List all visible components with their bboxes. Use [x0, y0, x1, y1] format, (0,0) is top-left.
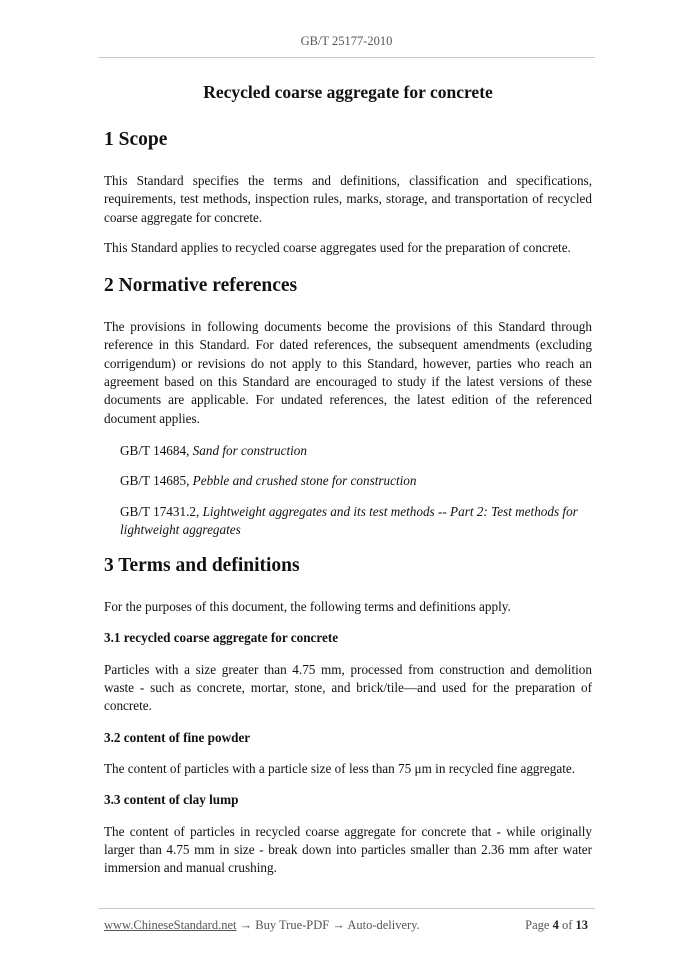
footer-links	[104, 918, 420, 933]
reference-code: GB/T 14685,	[120, 473, 193, 489]
arrow-right-icon: →	[239, 918, 253, 932]
term-definition: Particles with a size greater than 4.75 mm, processed from construction and demolition waste - such as concrete, mortar, stone, and brick/tile—and used for the preparation of concrete.	[104, 661, 592, 714]
footer-divider	[98, 908, 595, 909]
reference-title: Sand for construction	[192, 442, 307, 458]
scope-paragraph-2: This Standard applies to recycled coarse aggregates used for the preparation of concrete.	[104, 239, 571, 255]
auto-delivery-text: Auto-delivery.	[347, 918, 420, 932]
reference-title: Lightweight aggregates and its test methods -- Part 2: Test methods for lightweight aggregates	[120, 503, 578, 537]
reference-item	[120, 442, 592, 460]
reference-title: Pebble and crushed stone for construction	[192, 473, 417, 489]
page-number	[525, 918, 588, 933]
term-heading: 3.2 content of fine powder	[104, 729, 251, 745]
page-header-doc-code: GB/T 25177-2010	[300, 34, 393, 48]
terms-intro: For the purposes of this document, the following terms and definitions apply.	[104, 599, 511, 615]
reference-item	[120, 503, 592, 540]
section-heading-terms-definitions: 3 Terms and definitions	[104, 555, 300, 577]
page-total: 13	[575, 918, 588, 932]
scope-paragraph-1: This Standard specifies the terms and definitions, classification and specifications, requirements, test methods, inspection rules, marks, storage, and transportation of recycled coarse aggregate for concrete.	[104, 173, 592, 225]
term-heading: 3.3 content of clay lump	[104, 792, 239, 808]
reference-code: GB/T 17431.2,	[120, 503, 203, 519]
term-definition: The content of particles in recycled coarse aggregate for concrete that - while originally larger than 4.75 mm in size - break down into particles smaller than 2.36 mm after water immersion and manual crushing.	[104, 823, 592, 876]
header-divider	[98, 57, 595, 58]
page-current: 4	[552, 918, 559, 932]
arrow-right-icon: →	[332, 918, 345, 932]
term-definition: The content of particles with a particle size of less than 75 μm in recycled fine aggregate.	[104, 760, 576, 776]
section-heading-normative-references: 2 Normative references	[104, 275, 298, 297]
of-label: of	[561, 918, 573, 932]
document-body	[104, 80, 592, 877]
reference-item	[120, 472, 592, 490]
normative-references-intro: The provisions in following documents become the provisions of this Standard through reference in this Standard. For dated references, the subsequent amendments (excluding corrigendum) or revisions do not apply to this Standard, however, parties who reach an agreement based on this Standard are encouraged to study if the latest versions of these documents are applicable. For undated references, the latest edition of the referenced document applies.	[104, 319, 592, 426]
term-heading: 3.1 recycled coarse aggregate for concrete	[104, 630, 339, 646]
document-title: Recycled coarse aggregate for concrete	[203, 82, 493, 102]
page-label: Page	[525, 918, 550, 932]
chinesestandard-site-link[interactable]: www.ChineseStandard.net	[104, 918, 237, 932]
section-heading-scope: 1 Scope	[104, 129, 168, 150]
reference-code: GB/T 14684,	[120, 442, 193, 458]
buy-true-pdf-text: Buy True-PDF	[255, 918, 330, 932]
